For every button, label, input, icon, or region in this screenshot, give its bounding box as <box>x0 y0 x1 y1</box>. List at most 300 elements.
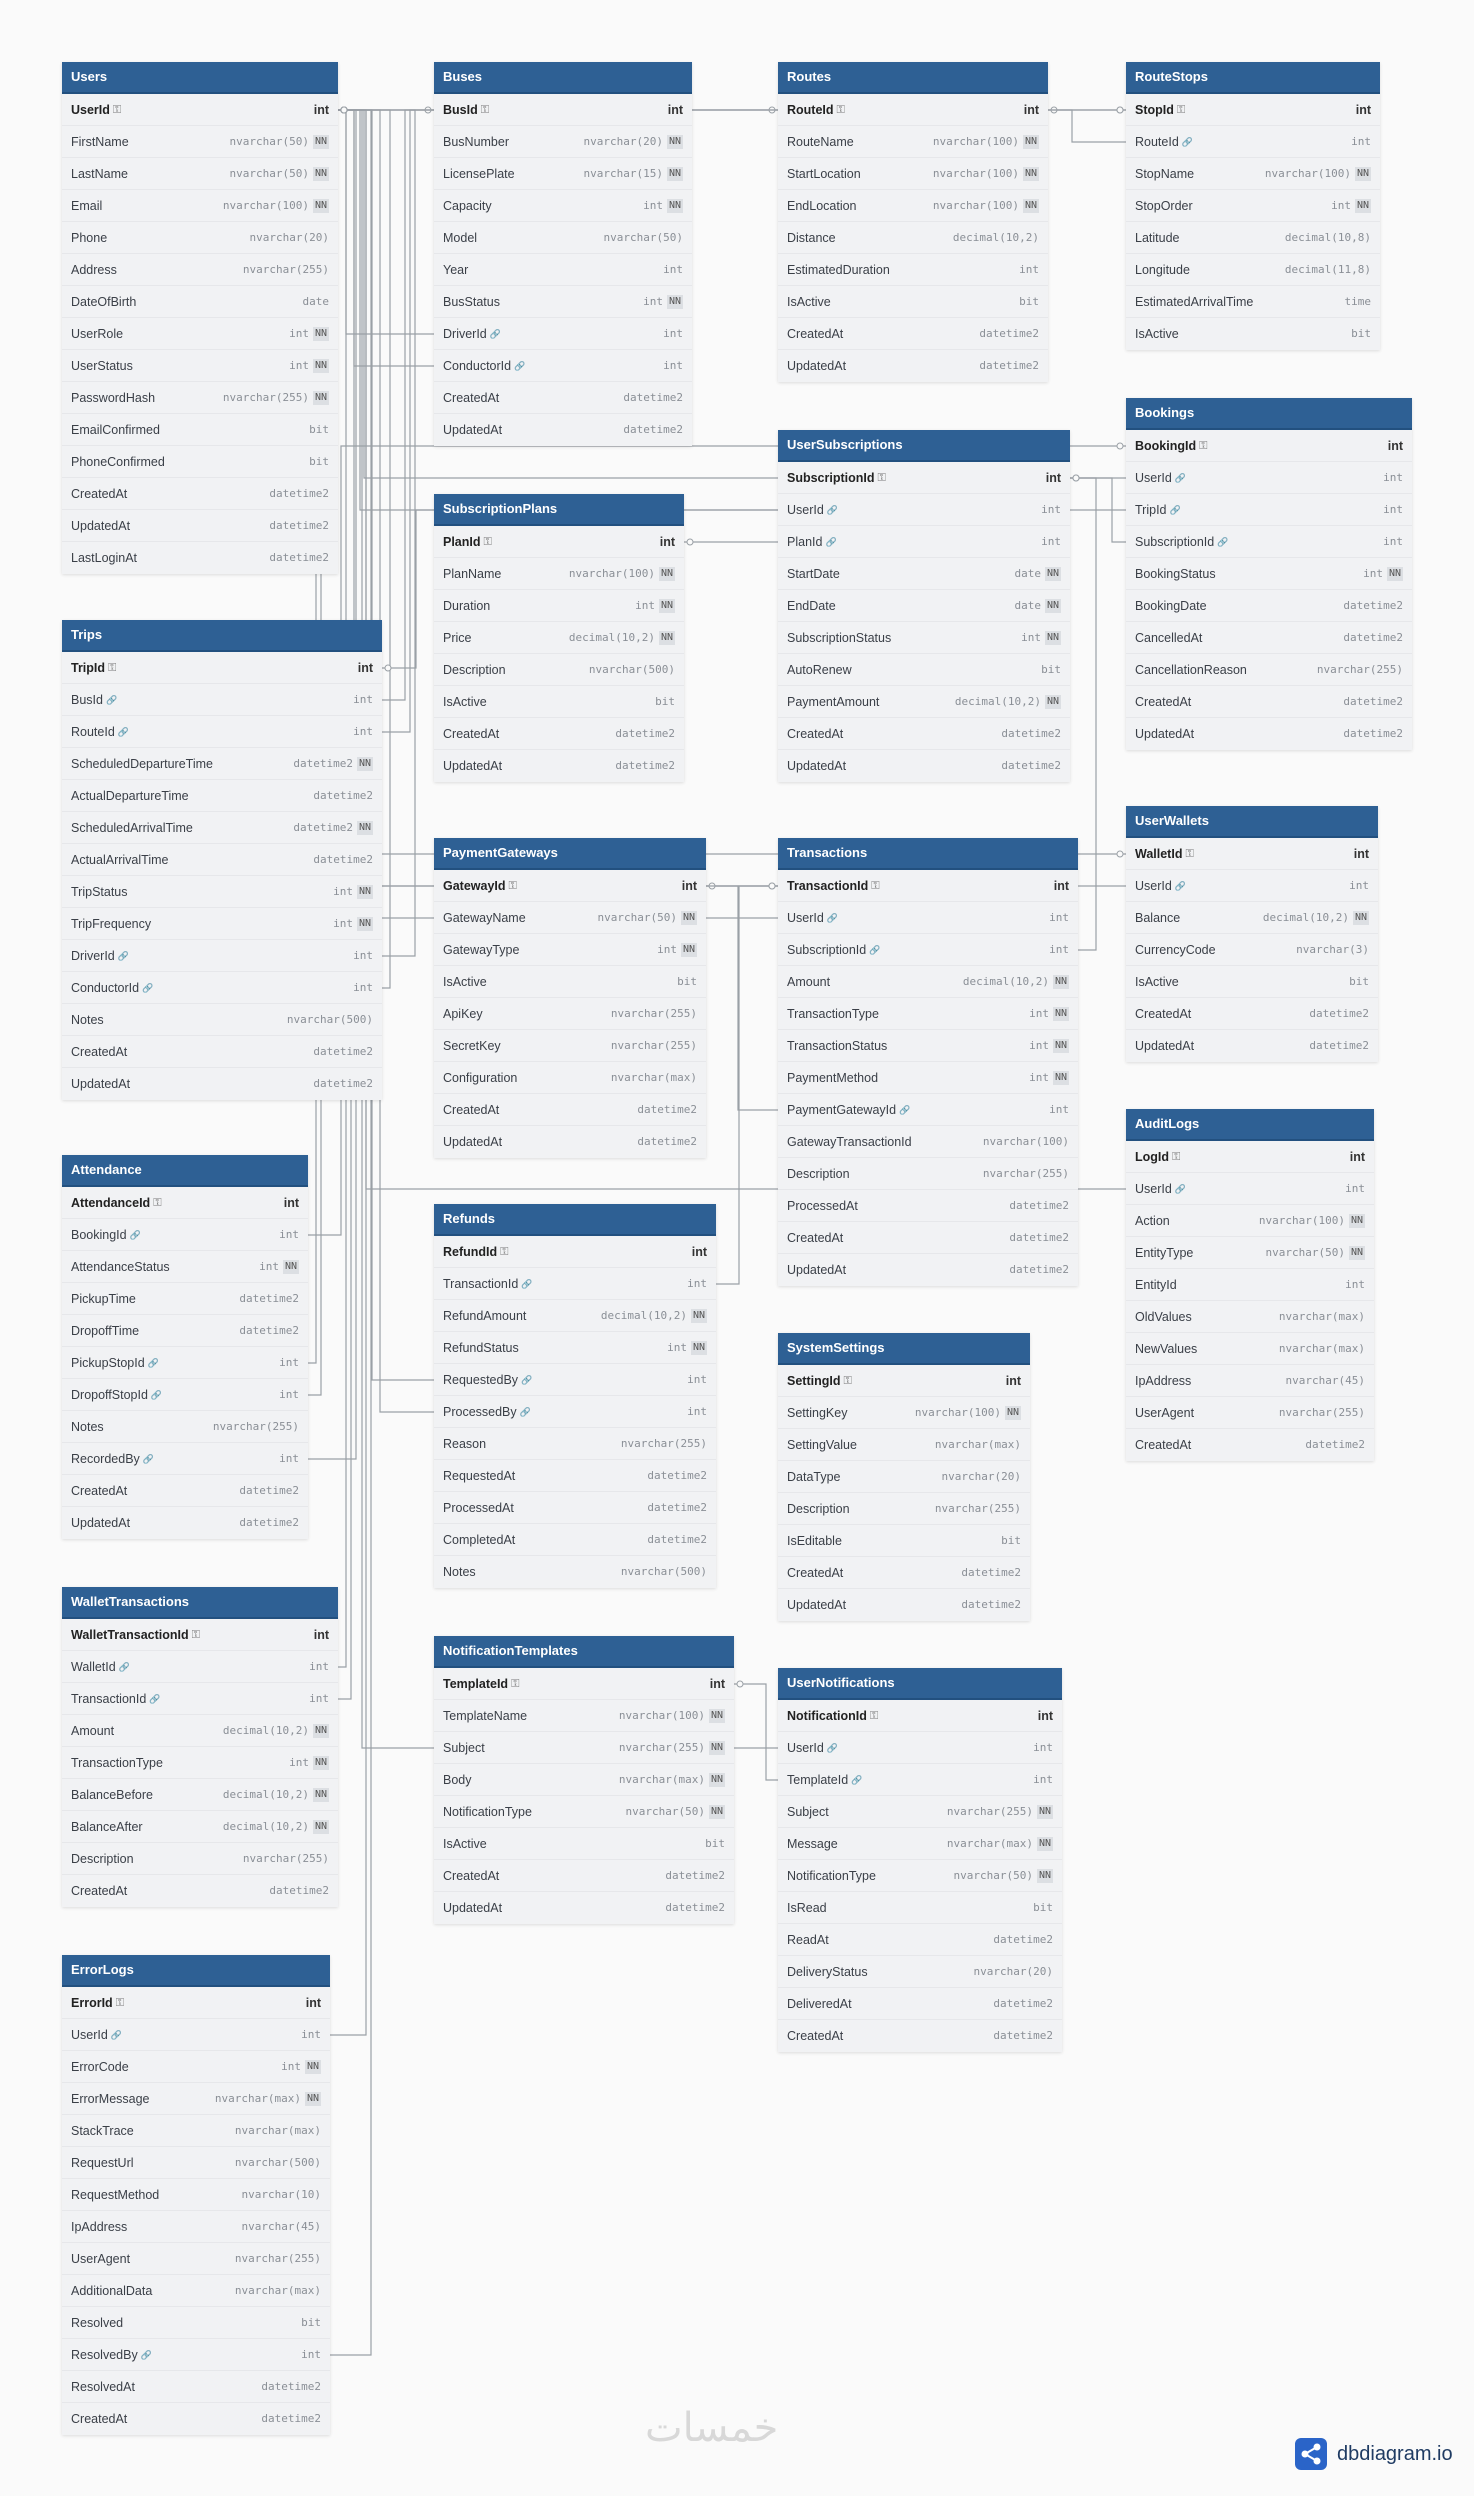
field-row[interactable] <box>1126 1333 1374 1365</box>
field-row[interactable] <box>434 94 692 126</box>
field-row[interactable] <box>62 684 382 716</box>
field-row[interactable] <box>778 1525 1030 1557</box>
field-row[interactable] <box>434 222 692 254</box>
field-row[interactable] <box>778 1365 1030 1397</box>
field-row[interactable] <box>62 286 338 318</box>
table-buses[interactable] <box>434 62 692 446</box>
field-row[interactable] <box>62 318 338 350</box>
field-row[interactable] <box>1126 1429 1374 1461</box>
field-row[interactable] <box>434 1332 716 1364</box>
field-row[interactable] <box>434 750 684 782</box>
table-usersubscriptions[interactable] <box>778 430 1070 782</box>
field-name: Email <box>71 198 103 213</box>
field-row[interactable] <box>1126 1030 1378 1062</box>
field-row[interactable] <box>778 286 1048 318</box>
table-header[interactable]: PaymentGateways <box>434 838 706 870</box>
field-row[interactable] <box>778 1254 1078 1286</box>
field-row[interactable] <box>434 1556 716 1588</box>
field-row[interactable] <box>62 350 338 382</box>
field-name: AttendanceStatus <box>71 1259 170 1274</box>
field-row[interactable] <box>62 1683 338 1715</box>
field-row[interactable] <box>778 1732 1062 1764</box>
primary-key-icon: ⚿ <box>511 1677 520 1690</box>
field-row[interactable] <box>434 998 706 1030</box>
field-type: int <box>1345 1181 1365 1195</box>
field-row[interactable] <box>434 1030 706 1062</box>
field-row[interactable] <box>62 1507 308 1539</box>
field-row[interactable] <box>62 1347 308 1379</box>
field-row[interactable] <box>62 1779 338 1811</box>
field-row[interactable] <box>778 902 1078 934</box>
field-name: EstimatedArrivalTime <box>1135 294 1254 309</box>
field-row[interactable] <box>62 2403 330 2435</box>
field-row[interactable] <box>1126 318 1380 350</box>
field-row[interactable] <box>434 1828 734 1860</box>
field-row[interactable] <box>62 1251 308 1283</box>
field-row[interactable] <box>434 686 684 718</box>
table-header[interactable]: UserWallets <box>1126 806 1378 838</box>
field-row[interactable] <box>434 718 684 750</box>
field-row[interactable] <box>778 558 1070 590</box>
field-row[interactable] <box>62 2243 330 2275</box>
field-row[interactable] <box>778 2020 1062 2052</box>
field-type: int <box>643 198 663 212</box>
field-row[interactable] <box>1126 286 1380 318</box>
field-row[interactable] <box>778 1700 1062 1732</box>
field-row[interactable] <box>778 1764 1062 1796</box>
field-row[interactable] <box>62 1747 338 1779</box>
field-row[interactable] <box>62 126 338 158</box>
field-type: int <box>1383 502 1403 516</box>
field-row[interactable] <box>1126 718 1412 750</box>
table-errorlogs[interactable] <box>62 1955 330 2435</box>
table-routestops[interactable] <box>1126 62 1380 350</box>
field-row[interactable] <box>434 286 692 318</box>
field-type: int <box>1363 566 1383 580</box>
field-row[interactable] <box>434 654 684 686</box>
field-row[interactable] <box>434 1126 706 1158</box>
not-null-badge: NN <box>1046 599 1059 611</box>
field-row[interactable] <box>778 158 1048 190</box>
field-row[interactable] <box>62 414 338 446</box>
relation-endpoint <box>687 539 693 545</box>
field-row[interactable] <box>1126 1397 1374 1429</box>
table-header[interactable]: Attendance <box>62 1155 308 1187</box>
field-type: nvarchar(20) <box>583 134 663 148</box>
field-row[interactable] <box>62 1004 382 1036</box>
field-row[interactable] <box>434 254 692 286</box>
field-row[interactable] <box>62 254 338 286</box>
field-row[interactable] <box>434 1524 716 1556</box>
field-row[interactable] <box>1126 1205 1374 1237</box>
field-row[interactable] <box>62 1219 308 1251</box>
field-row[interactable] <box>62 510 338 542</box>
field-row[interactable] <box>62 1987 330 2019</box>
table-header[interactable]: Refunds <box>434 1204 716 1236</box>
primary-key-icon: ⚿ <box>108 661 117 674</box>
field-row[interactable] <box>62 1036 382 1068</box>
field-type: datetime2 <box>239 1483 299 1497</box>
table-header[interactable]: UserNotifications <box>778 1668 1062 1700</box>
field-name: Notes <box>71 1419 104 1434</box>
field-row[interactable] <box>1126 1301 1374 1333</box>
field-row[interactable] <box>62 2019 330 2051</box>
field-row[interactable] <box>434 526 684 558</box>
field-name: IsActive <box>1135 974 1179 989</box>
field-row[interactable] <box>778 654 1070 686</box>
field-row[interactable] <box>778 1860 1062 1892</box>
primary-key-icon: ⚿ <box>153 1196 162 1209</box>
field-row[interactable] <box>62 1475 308 1507</box>
field-row[interactable] <box>1126 494 1412 526</box>
field-row[interactable] <box>778 1461 1030 1493</box>
field-type: nvarchar(15) <box>583 166 663 180</box>
field-row[interactable] <box>62 1068 382 1100</box>
field-row[interactable] <box>434 1094 706 1126</box>
field-row[interactable] <box>434 1492 716 1524</box>
table-paymentgateways[interactable] <box>434 838 706 1158</box>
field-row[interactable] <box>778 934 1078 966</box>
field-row[interactable] <box>62 446 338 478</box>
field-name: RequestMethod <box>71 2187 160 2202</box>
field-row[interactable] <box>62 542 338 574</box>
field-type: int <box>657 942 677 956</box>
field-row[interactable] <box>778 494 1070 526</box>
field-name: BusId <box>71 692 103 707</box>
field-row[interactable] <box>778 126 1048 158</box>
field-row[interactable] <box>62 972 382 1004</box>
table-header[interactable]: Trips <box>62 620 382 652</box>
field-row[interactable] <box>62 940 382 972</box>
field-row[interactable] <box>434 382 692 414</box>
field-row[interactable] <box>62 2371 330 2403</box>
field-row[interactable] <box>62 222 338 254</box>
not-null-badge: NN <box>710 1709 723 1721</box>
field-row[interactable] <box>434 1764 734 1796</box>
field-row[interactable] <box>434 126 692 158</box>
not-null-badge: NN <box>682 911 695 923</box>
field-row[interactable] <box>434 934 706 966</box>
field-row[interactable] <box>1126 654 1412 686</box>
field-row[interactable] <box>778 462 1070 494</box>
field-type: nvarchar(500) <box>286 1012 373 1026</box>
field-row[interactable] <box>778 1030 1078 1062</box>
field-name: UserId <box>71 2027 108 2042</box>
field-name: LastLoginAt <box>71 551 138 565</box>
field-row[interactable] <box>778 1126 1078 1158</box>
brand-badge[interactable] <box>1295 2438 1453 2470</box>
field-row[interactable] <box>778 254 1048 286</box>
field-row[interactable] <box>778 1892 1062 1924</box>
field-row[interactable] <box>778 998 1078 1030</box>
field-row[interactable] <box>778 1222 1078 1254</box>
field-row[interactable] <box>62 716 382 748</box>
field-row[interactable] <box>62 2147 330 2179</box>
field-row[interactable] <box>778 1589 1030 1621</box>
field-row[interactable] <box>62 1315 308 1347</box>
table-header[interactable]: ErrorLogs <box>62 1955 330 1987</box>
field-row[interactable] <box>1126 902 1378 934</box>
field-row[interactable] <box>1126 1269 1374 1301</box>
field-row[interactable] <box>1126 998 1378 1030</box>
field-name: StopOrder <box>1135 198 1193 213</box>
field-row[interactable] <box>778 750 1070 782</box>
field-row[interactable] <box>62 812 382 844</box>
table-userwallets[interactable] <box>1126 806 1378 1062</box>
field-row[interactable] <box>62 780 382 812</box>
field-type: int <box>1349 878 1369 892</box>
field-type: nvarchar(100) <box>914 1405 1001 1419</box>
field-row[interactable] <box>1126 94 1380 126</box>
field-row[interactable] <box>434 558 684 590</box>
table-header[interactable]: Transactions <box>778 838 1078 870</box>
field-type: nvarchar(50) <box>603 230 683 244</box>
field-name: BusId <box>443 102 478 117</box>
field-row[interactable] <box>62 2339 330 2371</box>
field-row[interactable] <box>62 2115 330 2147</box>
table-header[interactable]: AuditLogs <box>1126 1109 1374 1141</box>
field-row[interactable] <box>1126 190 1380 222</box>
field-row[interactable] <box>62 2179 330 2211</box>
field-row[interactable] <box>1126 462 1412 494</box>
field-row[interactable] <box>62 2051 330 2083</box>
field-row[interactable] <box>434 1300 716 1332</box>
field-row[interactable] <box>778 1062 1078 1094</box>
field-row[interactable] <box>778 1158 1078 1190</box>
field-row[interactable] <box>778 1190 1078 1222</box>
field-row[interactable] <box>62 908 382 940</box>
field-row[interactable] <box>1126 526 1412 558</box>
not-null-badge: NN <box>668 167 681 179</box>
field-row[interactable] <box>62 1283 308 1315</box>
field-row[interactable] <box>1126 934 1378 966</box>
field-type: datetime2 <box>293 756 353 770</box>
field-row[interactable] <box>434 318 692 350</box>
field-type: date <box>302 294 329 308</box>
field-row[interactable] <box>1126 590 1412 622</box>
field-type: int <box>1005 1373 1021 1388</box>
field-type: int <box>1021 630 1041 644</box>
field-row[interactable] <box>62 2083 330 2115</box>
field-row[interactable] <box>62 1651 338 1683</box>
table-users[interactable] <box>62 62 338 574</box>
field-row[interactable] <box>62 1411 308 1443</box>
table-auditlogs[interactable] <box>1126 1109 1374 1461</box>
field-row[interactable] <box>434 1860 734 1892</box>
field-row[interactable] <box>62 2307 330 2339</box>
field-row[interactable] <box>62 1619 338 1651</box>
field-row[interactable] <box>62 1187 308 1219</box>
field-row[interactable] <box>778 870 1078 902</box>
field-type: int <box>1023 102 1039 117</box>
field-row[interactable] <box>434 902 706 934</box>
field-row[interactable] <box>434 1796 734 1828</box>
field-row[interactable] <box>434 1892 734 1924</box>
field-row[interactable] <box>1126 1141 1374 1173</box>
field-type: int <box>1383 470 1403 484</box>
field-name: UserId <box>1135 470 1172 485</box>
field-row[interactable] <box>778 686 1070 718</box>
field-row[interactable] <box>434 1396 716 1428</box>
field-row[interactable] <box>778 1828 1062 1860</box>
field-row[interactable] <box>778 1397 1030 1429</box>
field-type: int <box>1033 1772 1053 1786</box>
field-row[interactable] <box>1126 126 1380 158</box>
foreign-key-icon: 🔗 <box>118 1661 130 1672</box>
field-row[interactable] <box>434 1732 734 1764</box>
field-row[interactable] <box>62 2275 330 2307</box>
table-header[interactable]: RouteStops <box>1126 62 1380 94</box>
table-trips[interactable] <box>62 620 382 1100</box>
field-row[interactable] <box>434 350 692 382</box>
field-row[interactable] <box>62 190 338 222</box>
field-row[interactable] <box>778 1796 1062 1828</box>
field-row[interactable] <box>434 190 692 222</box>
field-row[interactable] <box>434 1428 716 1460</box>
field-row[interactable] <box>62 382 338 414</box>
field-row[interactable] <box>62 1811 338 1843</box>
field-type: nvarchar(45) <box>241 2219 321 2233</box>
field-type: datetime2 <box>615 726 675 740</box>
field-row[interactable] <box>62 1379 308 1411</box>
table-header[interactable]: WalletTransactions <box>62 1587 338 1619</box>
field-row[interactable] <box>434 590 684 622</box>
field-row[interactable] <box>62 158 338 190</box>
table-header[interactable]: Routes <box>778 62 1048 94</box>
field-row[interactable] <box>778 622 1070 654</box>
field-row[interactable] <box>778 190 1048 222</box>
field-name: BusStatus <box>443 294 500 309</box>
field-type: datetime2 <box>261 2412 321 2425</box>
field-name: BookingDate <box>1135 598 1207 613</box>
field-row[interactable] <box>434 1062 706 1094</box>
field-row[interactable] <box>778 1924 1062 1956</box>
field-name: Message <box>787 1836 838 1851</box>
field-row[interactable] <box>1126 1365 1374 1397</box>
primary-key-icon: ⚿ <box>508 879 517 892</box>
field-row[interactable] <box>1126 622 1412 654</box>
field-row[interactable] <box>434 966 706 998</box>
field-row[interactable] <box>778 1493 1030 1525</box>
field-row[interactable] <box>62 1715 338 1747</box>
table-bookings[interactable] <box>1126 398 1412 750</box>
field-name: LicensePlate <box>443 166 515 181</box>
foreign-key-icon: 🔗 <box>110 2029 123 2040</box>
field-name: SettingValue <box>787 1437 857 1452</box>
field-row[interactable] <box>1126 254 1380 286</box>
field-row[interactable] <box>1126 158 1380 190</box>
field-row[interactable] <box>778 1988 1062 2020</box>
not-null-badge: NN <box>314 327 327 339</box>
field-row[interactable] <box>1126 838 1378 870</box>
field-type: decimal(10,8) <box>1284 230 1371 244</box>
field-row[interactable] <box>778 590 1070 622</box>
field-row[interactable] <box>62 478 338 510</box>
field-row[interactable] <box>1126 1237 1374 1269</box>
field-row[interactable] <box>434 414 692 446</box>
field-row[interactable] <box>434 1668 734 1700</box>
field-type: datetime2 <box>615 759 675 772</box>
table-systemsettings[interactable] <box>778 1333 1030 1621</box>
table-wallettransactions[interactable] <box>62 1587 338 1907</box>
field-row[interactable] <box>778 350 1048 382</box>
field-name: UpdatedAt <box>443 1901 503 1915</box>
field-row[interactable] <box>62 2211 330 2243</box>
field-type: int <box>301 2027 321 2041</box>
field-row[interactable] <box>434 1700 734 1732</box>
field-name: AttendanceId <box>71 1195 151 1210</box>
table-header[interactable]: SystemSettings <box>778 1333 1030 1365</box>
table-attendance[interactable] <box>62 1155 308 1539</box>
field-row[interactable] <box>1126 430 1412 462</box>
field-row[interactable] <box>1126 1173 1374 1205</box>
field-name: IpAddress <box>1135 1373 1192 1388</box>
table-subscriptionplans[interactable] <box>434 494 684 782</box>
field-row[interactable] <box>434 1236 716 1268</box>
field-type: int <box>259 1259 279 1273</box>
field-row[interactable] <box>434 1460 716 1492</box>
table-usernotifications[interactable] <box>778 1668 1062 2052</box>
field-row[interactable] <box>1126 686 1412 718</box>
field-row[interactable] <box>62 1875 338 1907</box>
field-row[interactable] <box>778 966 1078 998</box>
field-row[interactable] <box>62 1443 308 1475</box>
table-header[interactable]: Users <box>62 62 338 94</box>
field-row[interactable] <box>778 222 1048 254</box>
field-row[interactable] <box>62 652 382 684</box>
field-row[interactable] <box>434 158 692 190</box>
field-name: RecordedBy <box>71 1451 140 1466</box>
field-row[interactable] <box>778 1429 1030 1461</box>
field-row[interactable] <box>434 1268 716 1300</box>
field-row[interactable] <box>434 870 706 902</box>
field-row[interactable] <box>62 876 382 908</box>
field-row[interactable] <box>62 1843 338 1875</box>
table-header[interactable]: Bookings <box>1126 398 1412 430</box>
field-name: PhoneConfirmed <box>71 454 165 469</box>
field-row[interactable] <box>1126 222 1380 254</box>
field-name: CurrencyCode <box>1135 942 1216 957</box>
table-notificationtemplates[interactable] <box>434 1636 734 1924</box>
table-routes[interactable] <box>778 62 1048 382</box>
field-type: bit <box>1019 294 1039 308</box>
field-row[interactable] <box>62 748 382 780</box>
field-row[interactable] <box>778 1956 1062 1988</box>
field-row[interactable] <box>434 1364 716 1396</box>
field-name: UpdatedAt <box>71 518 131 533</box>
table-refunds[interactable] <box>434 1204 716 1588</box>
field-row[interactable] <box>778 1094 1078 1126</box>
field-name: Year <box>443 262 469 277</box>
field-row[interactable] <box>778 94 1048 126</box>
field-row[interactable] <box>1126 966 1378 998</box>
table-header[interactable]: SubscriptionPlans <box>434 494 684 526</box>
field-row[interactable] <box>434 622 684 654</box>
field-type: bit <box>1041 662 1061 676</box>
field-row[interactable] <box>1126 870 1378 902</box>
field-row[interactable] <box>778 1557 1030 1589</box>
table-header[interactable]: UserSubscriptions <box>778 430 1070 462</box>
field-row[interactable] <box>778 718 1070 750</box>
field-row[interactable] <box>62 844 382 876</box>
field-row[interactable] <box>778 318 1048 350</box>
table-header[interactable]: NotificationTemplates <box>434 1636 734 1668</box>
field-row[interactable] <box>1126 558 1412 590</box>
table-header[interactable]: Buses <box>434 62 692 94</box>
table-transactions[interactable] <box>778 838 1078 1286</box>
field-row[interactable] <box>778 526 1070 558</box>
field-row[interactable] <box>62 94 338 126</box>
